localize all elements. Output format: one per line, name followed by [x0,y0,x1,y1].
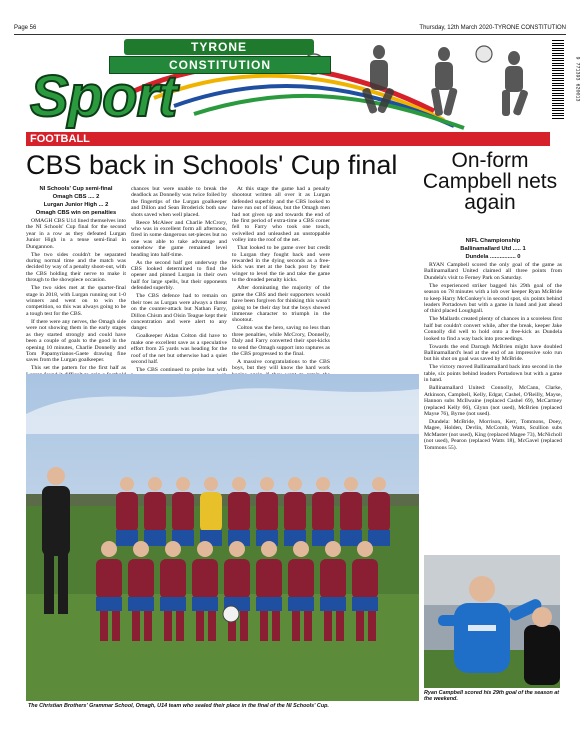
fact-team2: Lurgan Junior High ... 2 [43,202,109,208]
athletes-silhouette-icon [362,45,529,116]
fact-competition: NI Schools' Cup semi-final [39,186,113,192]
paragraph: If there were any nerves, the Omagh side were not showing them in the early stages as they started strongly and could have been a couple of goals to the good in the opening 10 minutes, Charlie Donnelly and Tom Papamyrianos-Gaete drawing fine saves from the Lurgan goalkeeper. [26,318,126,364]
campbell-photo [424,555,560,688]
side-headline: On-form Campbell nets again [422,149,558,214]
paragraph: RYAN Campbell scored the only goal of the game as Ballinamallard United claimed all three points from Dundela's visit to Ferney Park on Saturday. [424,262,562,281]
paragraph: chances but were unable to break the deadlock as Donnelly was twice foiled by the fingertips of the Lurgan goalkeeper and Dillon and Sean Broderick both saw shots saved when well placed. [131,186,227,218]
paragraph: The Mallards created plenty of chances in a scoreless first half but couldn't convert while, after the break, keeper Jake Connolly did well to hold onto a free-kick as Dundela looked to find a way back into proceedings. [424,316,562,342]
side-fact-team1: Ballinamallard Utd ..... 1 [460,246,526,252]
paragraph: The victory moved Ballinamallard back into second in the table, six points behind leaders Portadown but with a game in hand. [424,364,562,384]
paragraph: The CBS defence had to remain on their toes as Lurgan were always a threat on the counter-attack but Nathan Farry, Dillon Chism and Oisin Teague kept their concentration and were alert to any danger. [131,293,227,332]
issue-date: Thursday, 12th March 2020-TYRONE CONSTITUTION [419,25,566,31]
campbell-photo-graphic [424,555,560,688]
barcode-number: 9 771393 620013 [574,56,581,102]
paragraph: At this stage the game had a penalty shootout written all over it as Lurgan defended superbly and the CBS looked to have run out of ideas, but the Omagh men had not given up and towards the end of the first period of extra-time a CBS corner fell to Farry who took one touch, swivelled and unleashed an unstoppable volley into the roof of the net. [232,186,330,244]
campbell-photo-caption: Ryan Campbell scored his 29th goal of the season at the weekend. [424,690,560,703]
side-article-body [424,238,562,453]
goalkeeper-kit [200,492,222,532]
match-ball-icon [223,606,239,622]
masthead-sport-title: Sport [30,64,177,129]
paragraph: The experienced striker bagged his 29th goal of the season on 78 minutes with a lob over keeper Ryan McBride to keep Harry McConkey's in second spot, six points behind leaders Portadown but with a game in hand and just ahead of third placed Loughgall. [424,282,562,315]
fact-result: Omagh CBS win on penalties [35,210,117,216]
page-header-bar [14,23,566,35]
paragraph: This set the pattern for the first half as [31,365,126,372]
page-number: Page 56 [14,25,37,31]
team-photo [26,374,419,701]
paragraph: As the second half got underway the CBS looked determined to find the opener and pinned Lurgan in their own half for large spells, but their opponents defended superbly. [131,259,227,292]
paragraph: Ballinamallard United: Connolly, McCann, Clarke, Atkinson, Campbell, Kelly, Edgar, Cashel, O'Reilly, Mayse, Hannon subs McIlwaine (replaced Cashel 69), McCartney (replaced Kelly 66), Glynn (not used), McBrien (replaced Mayse 76), Byrne (not used). [424,385,562,417]
paragraph: That looked to be game over but credit to Lurgan they fought back and were rewarded in the dying seconds as a free-kick was met at the back post by their winger to level the tie and take the game to the dreaded penalty kicks. [232,245,330,284]
paragraph: Dundela: McBride, Morrison, Kerr, Tommons, Doey, Magee, Holden, Devlin, McComb, Watts, Scullion subs McMaster (not used), King (replaced Magee 73), McNicholl (not used), Pearon (replaced Watts 18), McGavel (replaced Tommons 55). [424,418,562,451]
team-photo-caption: The Christian Brothers' Grammar School, Omagh, U14 team who sealed their place in the final of the NI Schools' Cup. [28,703,329,709]
masthead-constitution: CONSTITUTION [109,56,331,74]
barcode-graphic [552,40,564,120]
paragraph: The CBS continued to probe but with [136,366,227,373]
team-photo-graphic [26,374,419,701]
paragraph: The two sides met at the quarter-final stage in 2018, with Lurgan running out 1-0 winners and went on to win the competition, so this was always going to be a tough test for the CBS. [26,285,126,317]
section-label-football: FOOTBALL [26,132,550,146]
side-fact-team2: Dundela ................ 0 [465,254,521,260]
masthead-tyrone: TYRONE [124,39,314,55]
paragraph: Colton was the hero, saving no less than three penalties, while McCrory, Donnelly, Daly and Farry converted their spot-kicks to send the Omagh support into raptures as the CBS progressed to the final. [232,325,330,357]
fact-team1: Omagh CBS .... 2 [52,194,100,200]
paragraph: After dominating the majority of the game the CBS and their supporters would have been forgiven for thinking this wasn't going to be their day but the boys showed immense character to triumph in the shootout. [232,285,330,324]
ball-icon [476,46,492,62]
paragraph: Towards the end Darragh McBrien might have doubled Ballinamallard's lead at the end of an impressive solo run but his shot on goal was saved by McBride. [424,343,562,363]
side-fact-competition: NIFL Championship [465,238,521,244]
paragraph: OMAGH CBS U14 lined themselves into the NI Schools' Cup final for the second year in a row as they defeated Lurgan Junior High in a tense semi-final in Dungannon. [26,218,126,250]
paragraph: The two sides couldn't be separated during normal time and the match was decided by way of a penalty shoot-out, with the CBS holding their nerve to make it through to the showpiece occasion. [26,251,126,284]
paragraph: A massive congratulations to the CBS boys, but they will know the hard work [232,358,330,372]
paragraph: Reece McAleer and Charlie McCrory, who was in excellent form all afternoon, fired in some dangerous set-pieces but no one was able to take advantage and somehow the game remained level heading into half-time. [131,219,227,258]
main-headline: CBS back in Schools' Cup final [26,150,398,180]
sport-masthead [14,36,581,129]
paragraph: Goalkeeper Aidan Colton did have to make one excellent save as a speculative effort from 25 yards was heading for the roof of the net but otherwise had a quiet second half. [131,333,227,365]
